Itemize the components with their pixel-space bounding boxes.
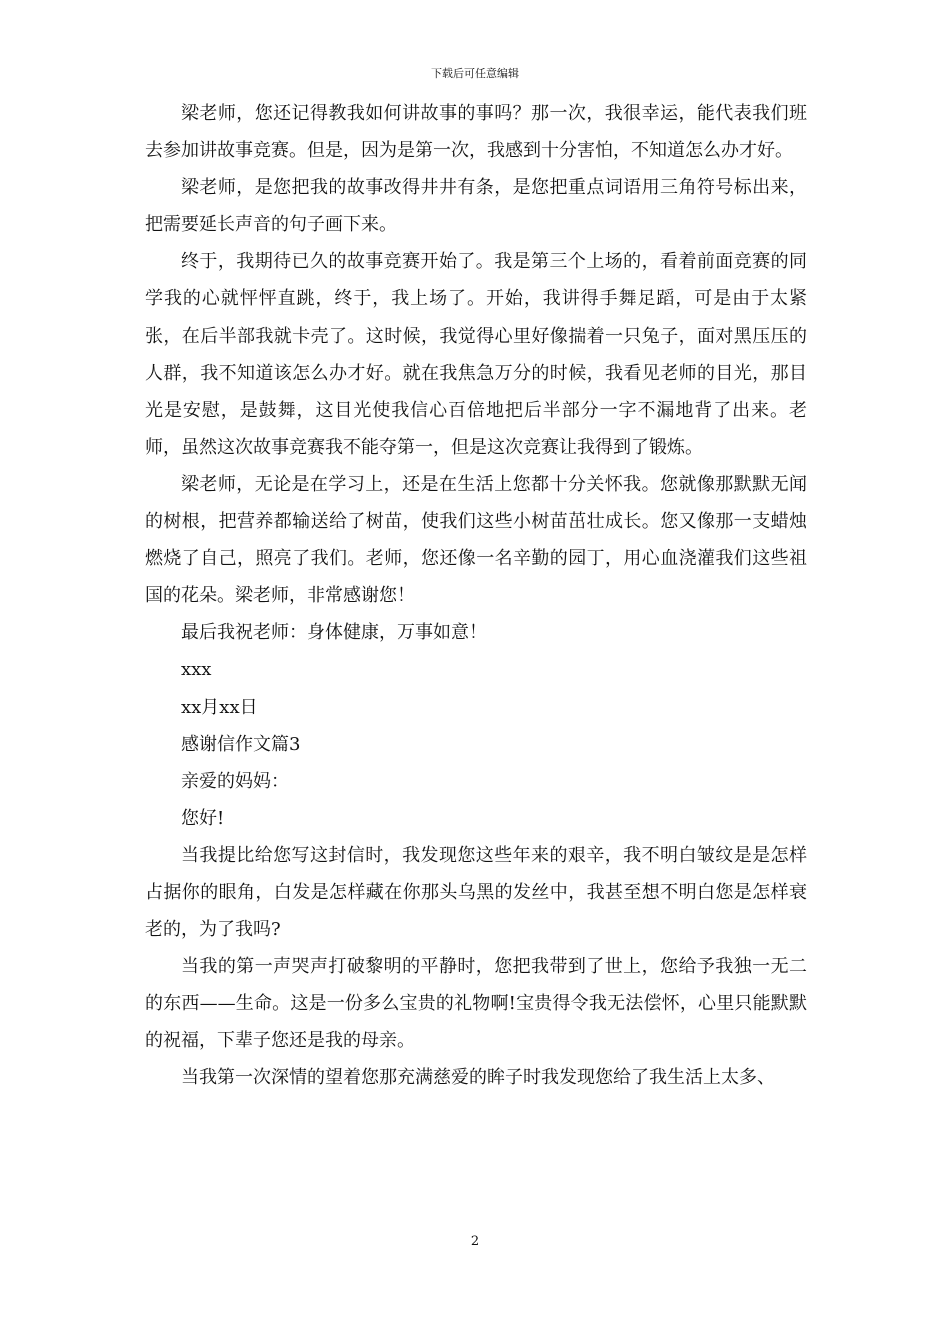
page-number: 2 bbox=[470, 1234, 480, 1249]
page-header: 下载后可任意编辑 bbox=[431, 67, 519, 80]
section-heading: 感谢信作文篇3 bbox=[181, 733, 301, 755]
signature-name: xxx bbox=[181, 659, 212, 681]
document-body bbox=[145, 95, 807, 1097]
paragraph: 最后我祝老师：身体健康，万事如意！ bbox=[181, 622, 487, 644]
signature-date: xx月xx日 bbox=[181, 696, 258, 718]
paragraph: 梁老师，是您把我的故事改得井井有条，是您把重点词语用三角符号标出来，把需要延长声音的句子画下来。 bbox=[145, 177, 807, 236]
paragraph: 当我的第一声哭声打破黎明的平静时，您把我带到了世上，您给予我独一无二的东西——生命。这是一份多么宝贵的礼物啊!宝贵得令我无法偿怀，心里只能默默的祝福，下辈子您还是我的母亲。 bbox=[145, 956, 807, 1052]
salutation: 亲爱的妈妈： bbox=[181, 770, 289, 792]
greeting: 您好! bbox=[181, 807, 225, 829]
paragraph: 当我提比给您写这封信时，我发现您这些年来的艰辛，我不明白皱纹是是怎样占据你的眼角，白发是怎样藏在你那头乌黑的发丝中，我甚至想不明白您是怎样衰老的，为了我吗? bbox=[145, 844, 807, 941]
paragraph: 当我第一次深情的望着您那充满慈爱的眸子时我发现您给了我生活上太多、 bbox=[181, 1067, 775, 1089]
paragraph: 终于，我期待已久的故事竞赛开始了。我是第三个上场的，看着前面竞赛的同学我的心就怦怦直跳，终于，我上场了。开始，我讲得手舞足蹈，可是由于太紧张，在后半部我就卡壳了。这时候，我觉得心里好像揣着一只兔子，面对黑压压的人群，我不知道该怎么办才好。就在我焦急万分的时候，我看见老师的目光，那目光是安慰，是鼓舞，这目光使我信心百倍地把后半部分一字不漏地背了出来。老师，虽然这次故事竞赛我不能夺第一，但是这次竞赛让我得到了锻炼。 bbox=[145, 251, 807, 458]
paragraph: 梁老师，您还记得教我如何讲故事的事吗？那一次，我很幸运，能代表我们班去参加讲故事竞赛。但是，因为是第一次，我感到十分害怕，不知道怎么办才好。 bbox=[145, 103, 807, 162]
paragraph: 梁老师，无论是在学习上，还是在生活上您都十分关怀我。您就像那默默无闻的树根，把营养都输送给了树苗，使我们这些小树苗茁壮成长。您又像那一支蜡烛燃烧了自己，照亮了我们。老师，您还像一名辛勤的园丁，用心血浇灌我们这些祖国的花朵。梁老师，非常感谢您！ bbox=[145, 473, 807, 607]
